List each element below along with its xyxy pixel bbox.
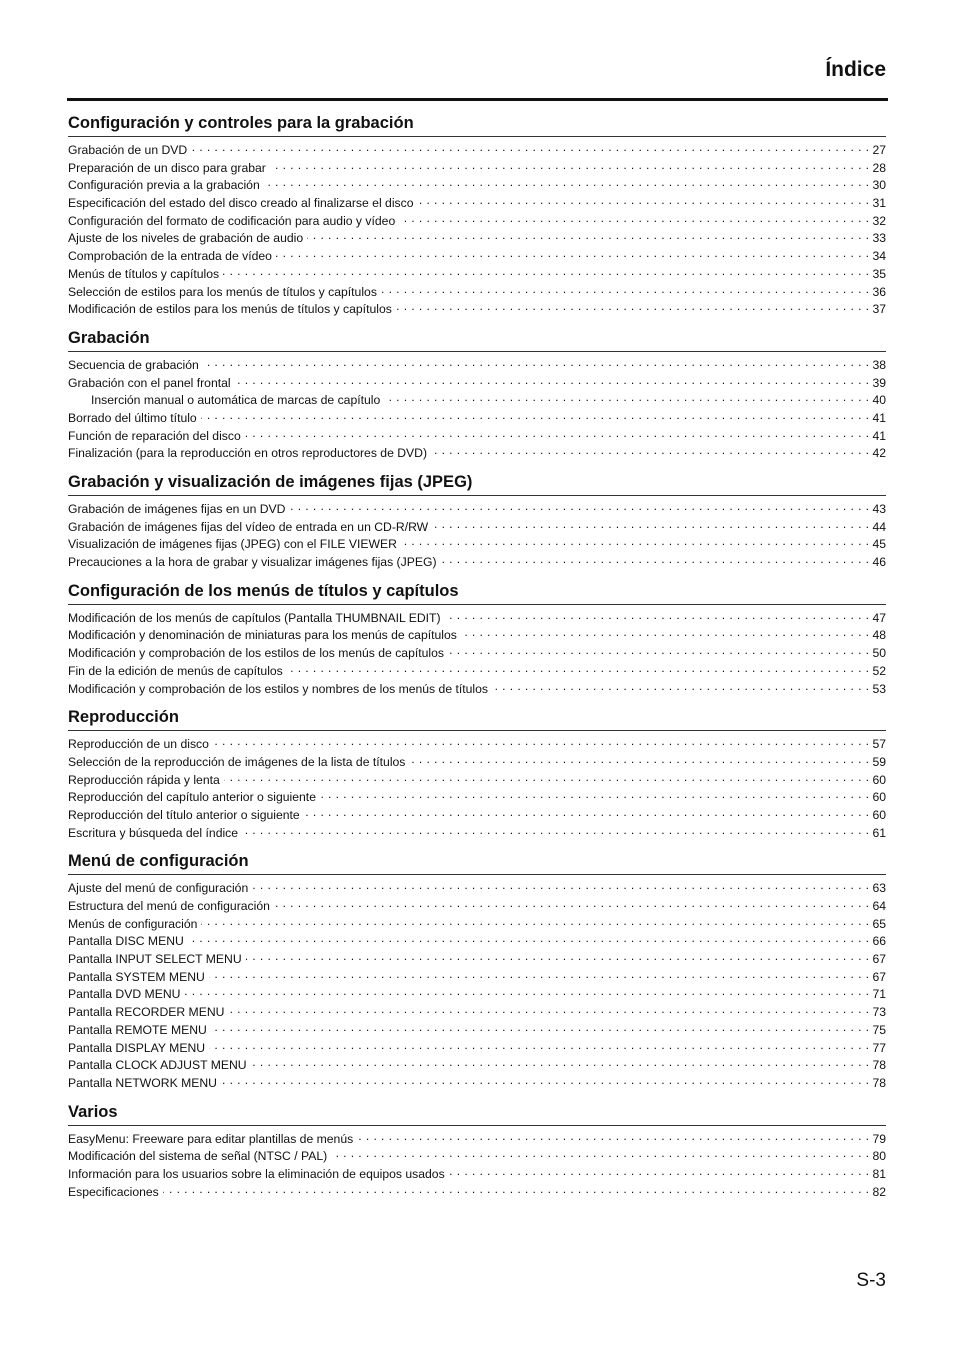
toc-entry-page: 39 (872, 375, 886, 390)
toc-entry-page: 81 (872, 1166, 886, 1181)
dot-leader (203, 357, 870, 369)
toc-entry[interactable] (68, 1184, 886, 1202)
toc-entry-page: 67 (872, 969, 886, 984)
toc-entry-page: 46 (872, 555, 886, 570)
toc-entry[interactable] (68, 627, 886, 645)
section-heading: Grabación y visualización de imágenes fijas (JPEG) (68, 471, 886, 496)
toc-entry-page: 45 (872, 537, 886, 552)
toc-entry-label: Inserción manual o automática de marcas de capítulo (91, 393, 381, 408)
toc-entry-label: Modificación de estilos para los menús de títulos y capítulos (68, 302, 392, 317)
toc-entry[interactable] (68, 916, 886, 934)
toc-entry-label: Estructura del menú de configuración (68, 899, 270, 913)
toc-entry[interactable] (68, 357, 886, 375)
toc-entry-label: Pantalla DISC MENU (68, 934, 184, 949)
toc-entry-label: Borrado del último título (68, 410, 197, 425)
toc-entry-label: Finalización (para la reproducción en otros reproductores de DVD) (68, 446, 428, 461)
dot-leader (432, 519, 869, 531)
dot-leader (381, 284, 870, 296)
toc-entry[interactable] (68, 663, 886, 681)
toc-entry-page: 80 (872, 1149, 886, 1164)
section-heading: Configuración y controles para la grabación (68, 112, 886, 137)
dot-leader (441, 554, 870, 566)
toc-entry-label: Configuración previa a la grabación (68, 178, 260, 193)
dot-leader (448, 645, 869, 657)
toc-entry-label: Modificación y comprobación de los estilos de los menús de capítulos (68, 646, 444, 661)
toc-entry[interactable] (68, 142, 886, 160)
dot-leader (221, 1075, 869, 1087)
toc-entry-page: 48 (872, 628, 886, 643)
toc-entry-label: Selección de estilos para los menús de títulos y capítulos (68, 284, 377, 299)
toc-entry-label: Comprobación de la entrada de vídeo (68, 249, 272, 264)
toc-entry[interactable] (68, 880, 886, 898)
toc-entry[interactable] (68, 933, 886, 951)
toc-entry-list (68, 731, 886, 842)
toc-entry[interactable] (68, 898, 886, 916)
toc-entry-list (68, 1126, 886, 1202)
toc-entry-label: Pantalla INPUT SELECT MENU (68, 952, 242, 967)
toc-entry-list (68, 137, 886, 319)
toc-entry-page: 79 (872, 1131, 886, 1146)
toc-entry-label: Especificaciones (68, 1184, 159, 1199)
page-number: S-3 (856, 1270, 886, 1291)
toc-entry[interactable] (68, 754, 886, 772)
dot-leader (246, 951, 870, 963)
toc-entry-label: Preparación de un disco para grabar (68, 160, 266, 175)
dot-leader (320, 789, 869, 801)
toc-entry-label: Pantalla REMOTE MENU (68, 1022, 207, 1037)
toc-entry[interactable] (68, 789, 886, 807)
toc-entry-label: Grabación de un DVD (68, 143, 188, 157)
toc-section (68, 850, 886, 1092)
toc-entry-label: Grabación de imágenes fijas en un DVD (68, 502, 286, 516)
dot-leader (461, 627, 870, 639)
toc-entry-page: 75 (872, 1022, 886, 1037)
dot-leader (445, 610, 870, 622)
title-rule (67, 98, 888, 101)
toc-entry-page: 60 (872, 790, 886, 805)
toc-entry-page: 67 (872, 952, 886, 967)
toc-entry-list (68, 352, 886, 463)
toc-entry-page: 77 (872, 1040, 886, 1055)
toc-entry-list (68, 605, 886, 698)
dot-leader (418, 195, 870, 207)
dot-leader (289, 501, 869, 513)
toc-entry-page: 59 (872, 754, 886, 769)
toc-entry[interactable] (68, 284, 886, 302)
dot-leader (270, 160, 870, 172)
dot-leader (163, 1184, 870, 1196)
toc-section (68, 706, 886, 842)
toc-entry[interactable] (68, 1057, 886, 1075)
dot-leader (401, 536, 869, 548)
page-title: Índice (825, 58, 886, 81)
dot-leader (251, 1057, 870, 1069)
toc-entry[interactable] (68, 160, 886, 178)
toc-entry-label: Pantalla DVD MENU (68, 987, 181, 1002)
toc-entry[interactable] (68, 445, 886, 463)
toc-entry[interactable] (68, 1148, 886, 1166)
toc-entry-page: 35 (872, 266, 886, 281)
toc-entry-label: Grabación con el panel frontal (68, 375, 231, 390)
toc-entry[interactable] (68, 772, 886, 790)
toc-entry-label: Modificación de los menús de capítulos (Pantalla THUMBNAIL EDIT) (68, 610, 441, 625)
toc-entry[interactable] (68, 301, 886, 319)
toc-entry-page: 43 (872, 502, 886, 516)
toc-entry-label: Pantalla CLOCK ADJUST MENU (68, 1058, 247, 1073)
toc-entry[interactable] (68, 213, 886, 231)
dot-leader (223, 266, 869, 278)
toc-entry-page: 31 (872, 196, 886, 211)
toc-entry[interactable] (68, 1040, 886, 1058)
toc-entry[interactable] (68, 266, 886, 284)
toc-entry-label: Selección de la reproducción de imágenes de la lista de títulos (68, 754, 406, 769)
toc-entry-label: Fin de la edición de menús de capítulos (68, 663, 283, 678)
toc-entry-page: 78 (872, 1058, 886, 1073)
toc-entry-page: 63 (872, 881, 886, 896)
dot-leader (191, 142, 869, 154)
toc-entry-label: Pantalla RECORDER MENU (68, 1005, 225, 1020)
toc-entry[interactable] (68, 610, 886, 628)
dot-leader (213, 736, 870, 748)
toc-entry-label: Reproducción de un disco (68, 737, 209, 752)
toc-section (68, 327, 886, 463)
toc-entry-list (68, 875, 886, 1092)
toc-entry-page: 40 (872, 393, 886, 408)
toc-entry[interactable] (68, 230, 886, 248)
toc-entry-page: 42 (872, 446, 886, 461)
toc-entry-page: 50 (872, 646, 886, 661)
toc-entry-label: Ajuste de los niveles de grabación de audio (68, 231, 304, 246)
toc-entry-label: Modificación y comprobación de los estilos y nombres de los menús de títulos (68, 681, 488, 696)
toc-entry-label: Precauciones a la hora de grabar y visualizar imágenes fijas (JPEG) (68, 555, 437, 570)
toc-entry-page: 30 (872, 178, 886, 193)
section-heading: Reproducción (68, 706, 886, 731)
toc-entry[interactable] (68, 645, 886, 663)
dot-leader (209, 969, 870, 981)
toc-entry-label: Escritura y búsqueda del índice (68, 825, 239, 840)
toc-entry-page: 53 (872, 681, 886, 696)
dot-leader (409, 754, 869, 766)
dot-leader (399, 213, 869, 225)
toc-entry-page: 33 (872, 231, 886, 246)
toc-entry-label: Ajuste del menú de configuración (68, 881, 249, 896)
toc-entry-label: Grabación de imágenes fijas del vídeo de entrada en un CD-R/RW (68, 519, 429, 534)
toc-entry-page: 47 (872, 610, 886, 625)
toc-entry[interactable] (68, 392, 886, 410)
dot-leader (264, 177, 870, 189)
dot-leader (184, 986, 869, 998)
section-heading: Configuración de los menús de títulos y capítulos (68, 580, 886, 605)
toc-entry[interactable] (68, 1075, 886, 1093)
dot-leader (211, 1022, 870, 1034)
toc-entry-page: 36 (872, 284, 886, 299)
toc-entry-page: 66 (872, 934, 886, 949)
toc-entry[interactable] (68, 375, 886, 393)
toc-entry[interactable] (68, 410, 886, 428)
toc-entry[interactable] (68, 951, 886, 969)
dot-leader (235, 375, 870, 387)
toc-entry-page: 73 (872, 1005, 886, 1020)
toc-entry[interactable] (68, 1022, 886, 1040)
dot-leader (201, 410, 870, 422)
section-heading: Varios (68, 1101, 886, 1126)
toc-entry-label: Secuencia de grabación (68, 357, 199, 372)
toc-entry-page: 65 (872, 916, 886, 931)
dot-leader (209, 1040, 869, 1052)
toc-entry-label: Modificación y denominación de miniaturas para los menús de capítulos (68, 628, 457, 643)
toc-entry-label: Reproducción del capítulo anterior o siguiente (68, 790, 316, 805)
toc-entry[interactable] (68, 969, 886, 987)
dot-leader (384, 392, 869, 404)
dot-leader (224, 772, 870, 784)
toc-entry-label: Menús de títulos y capítulos (68, 266, 220, 281)
toc-entry-page: 41 (872, 428, 886, 443)
toc-entry[interactable] (68, 554, 886, 572)
toc-entry[interactable] (68, 825, 886, 843)
dot-leader (396, 301, 870, 313)
toc-entry[interactable] (68, 248, 886, 266)
toc-entry-page: 60 (872, 807, 886, 822)
toc-entry[interactable] (68, 501, 886, 519)
toc-entry-label: Información para los usuarios sobre la eliminación de equipos usados (68, 1166, 445, 1181)
dot-leader (188, 933, 870, 945)
toc-entry-page: 61 (872, 825, 886, 840)
toc-section (68, 471, 886, 572)
toc-entry-list (68, 496, 886, 572)
toc-entry[interactable] (68, 736, 886, 754)
dot-leader (331, 1148, 869, 1160)
toc-entry-page: 32 (872, 213, 886, 228)
toc-entry-page: 52 (872, 663, 886, 678)
toc-entry-page: 34 (872, 249, 886, 264)
toc-entry-label: Reproducción rápida y lenta (68, 772, 220, 787)
toc-entry-page: 71 (872, 987, 886, 1002)
toc-entry[interactable] (68, 681, 886, 699)
section-heading: Grabación (68, 327, 886, 352)
dot-leader (449, 1166, 870, 1178)
toc-entry-page: 78 (872, 1075, 886, 1090)
toc-entry-label: Pantalla DISPLAY MENU (68, 1040, 206, 1055)
toc-entry-page: 82 (872, 1184, 886, 1199)
dot-leader (201, 916, 869, 928)
toc-entry-label: Función de reparación del disco (68, 428, 241, 443)
toc-entry[interactable] (68, 1131, 886, 1149)
toc-entry[interactable] (68, 536, 886, 554)
toc-entry-page: 44 (872, 519, 886, 534)
toc-entry-page: 37 (872, 302, 886, 317)
dot-leader (287, 663, 870, 675)
dot-leader (357, 1131, 869, 1143)
dot-leader (307, 230, 869, 242)
toc-entry-label: Pantalla SYSTEM MENU (68, 969, 205, 984)
toc-entry-label: Configuración del formato de codificación para audio y vídeo (68, 213, 396, 228)
toc-entry[interactable] (68, 807, 886, 825)
toc-entry-label: Visualización de imágenes fijas (JPEG) con el FILE VIEWER (68, 537, 397, 552)
toc-entry-label: Especificación del estado del disco creado al finalizarse el disco (68, 196, 414, 211)
toc-entry[interactable] (68, 1004, 886, 1022)
toc-entry[interactable] (68, 1166, 886, 1184)
toc-entry-label: Menús de configuración (68, 916, 198, 931)
dot-leader (304, 807, 870, 819)
dot-leader (242, 825, 869, 837)
toc-entry[interactable] (68, 428, 886, 446)
toc-entry[interactable] (68, 986, 886, 1004)
toc-entry-page: 57 (872, 737, 886, 752)
toc-entry-page: 60 (872, 772, 886, 787)
toc-entry-label: Pantalla NETWORK MENU (68, 1075, 217, 1090)
toc-section (68, 580, 886, 698)
table-of-contents (68, 112, 886, 1209)
toc-entry-label: Modificación del sistema de señal (NTSC / PAL) (68, 1149, 328, 1164)
dot-leader (276, 248, 869, 260)
section-heading: Menú de configuración (68, 850, 886, 875)
toc-entry-page: 64 (872, 899, 886, 913)
toc-entry[interactable] (68, 177, 886, 195)
toc-entry-page: 27 (872, 143, 886, 157)
toc-entry-page: 41 (872, 410, 886, 425)
dot-leader (492, 681, 869, 693)
toc-entry-label: EasyMenu: Freeware para editar plantillas de menús (68, 1131, 354, 1146)
dot-leader (431, 445, 869, 457)
toc-entry-label: Reproducción del título anterior o siguiente (68, 807, 300, 822)
toc-section (68, 112, 886, 319)
toc-entry[interactable] (68, 519, 886, 537)
toc-entry-page: 38 (872, 357, 886, 372)
toc-entry[interactable] (68, 195, 886, 213)
toc-entry-page: 28 (872, 160, 886, 175)
dot-leader (228, 1004, 869, 1016)
dot-leader (274, 898, 870, 910)
dot-leader (245, 428, 870, 440)
dot-leader (252, 880, 869, 892)
toc-section (68, 1101, 886, 1202)
